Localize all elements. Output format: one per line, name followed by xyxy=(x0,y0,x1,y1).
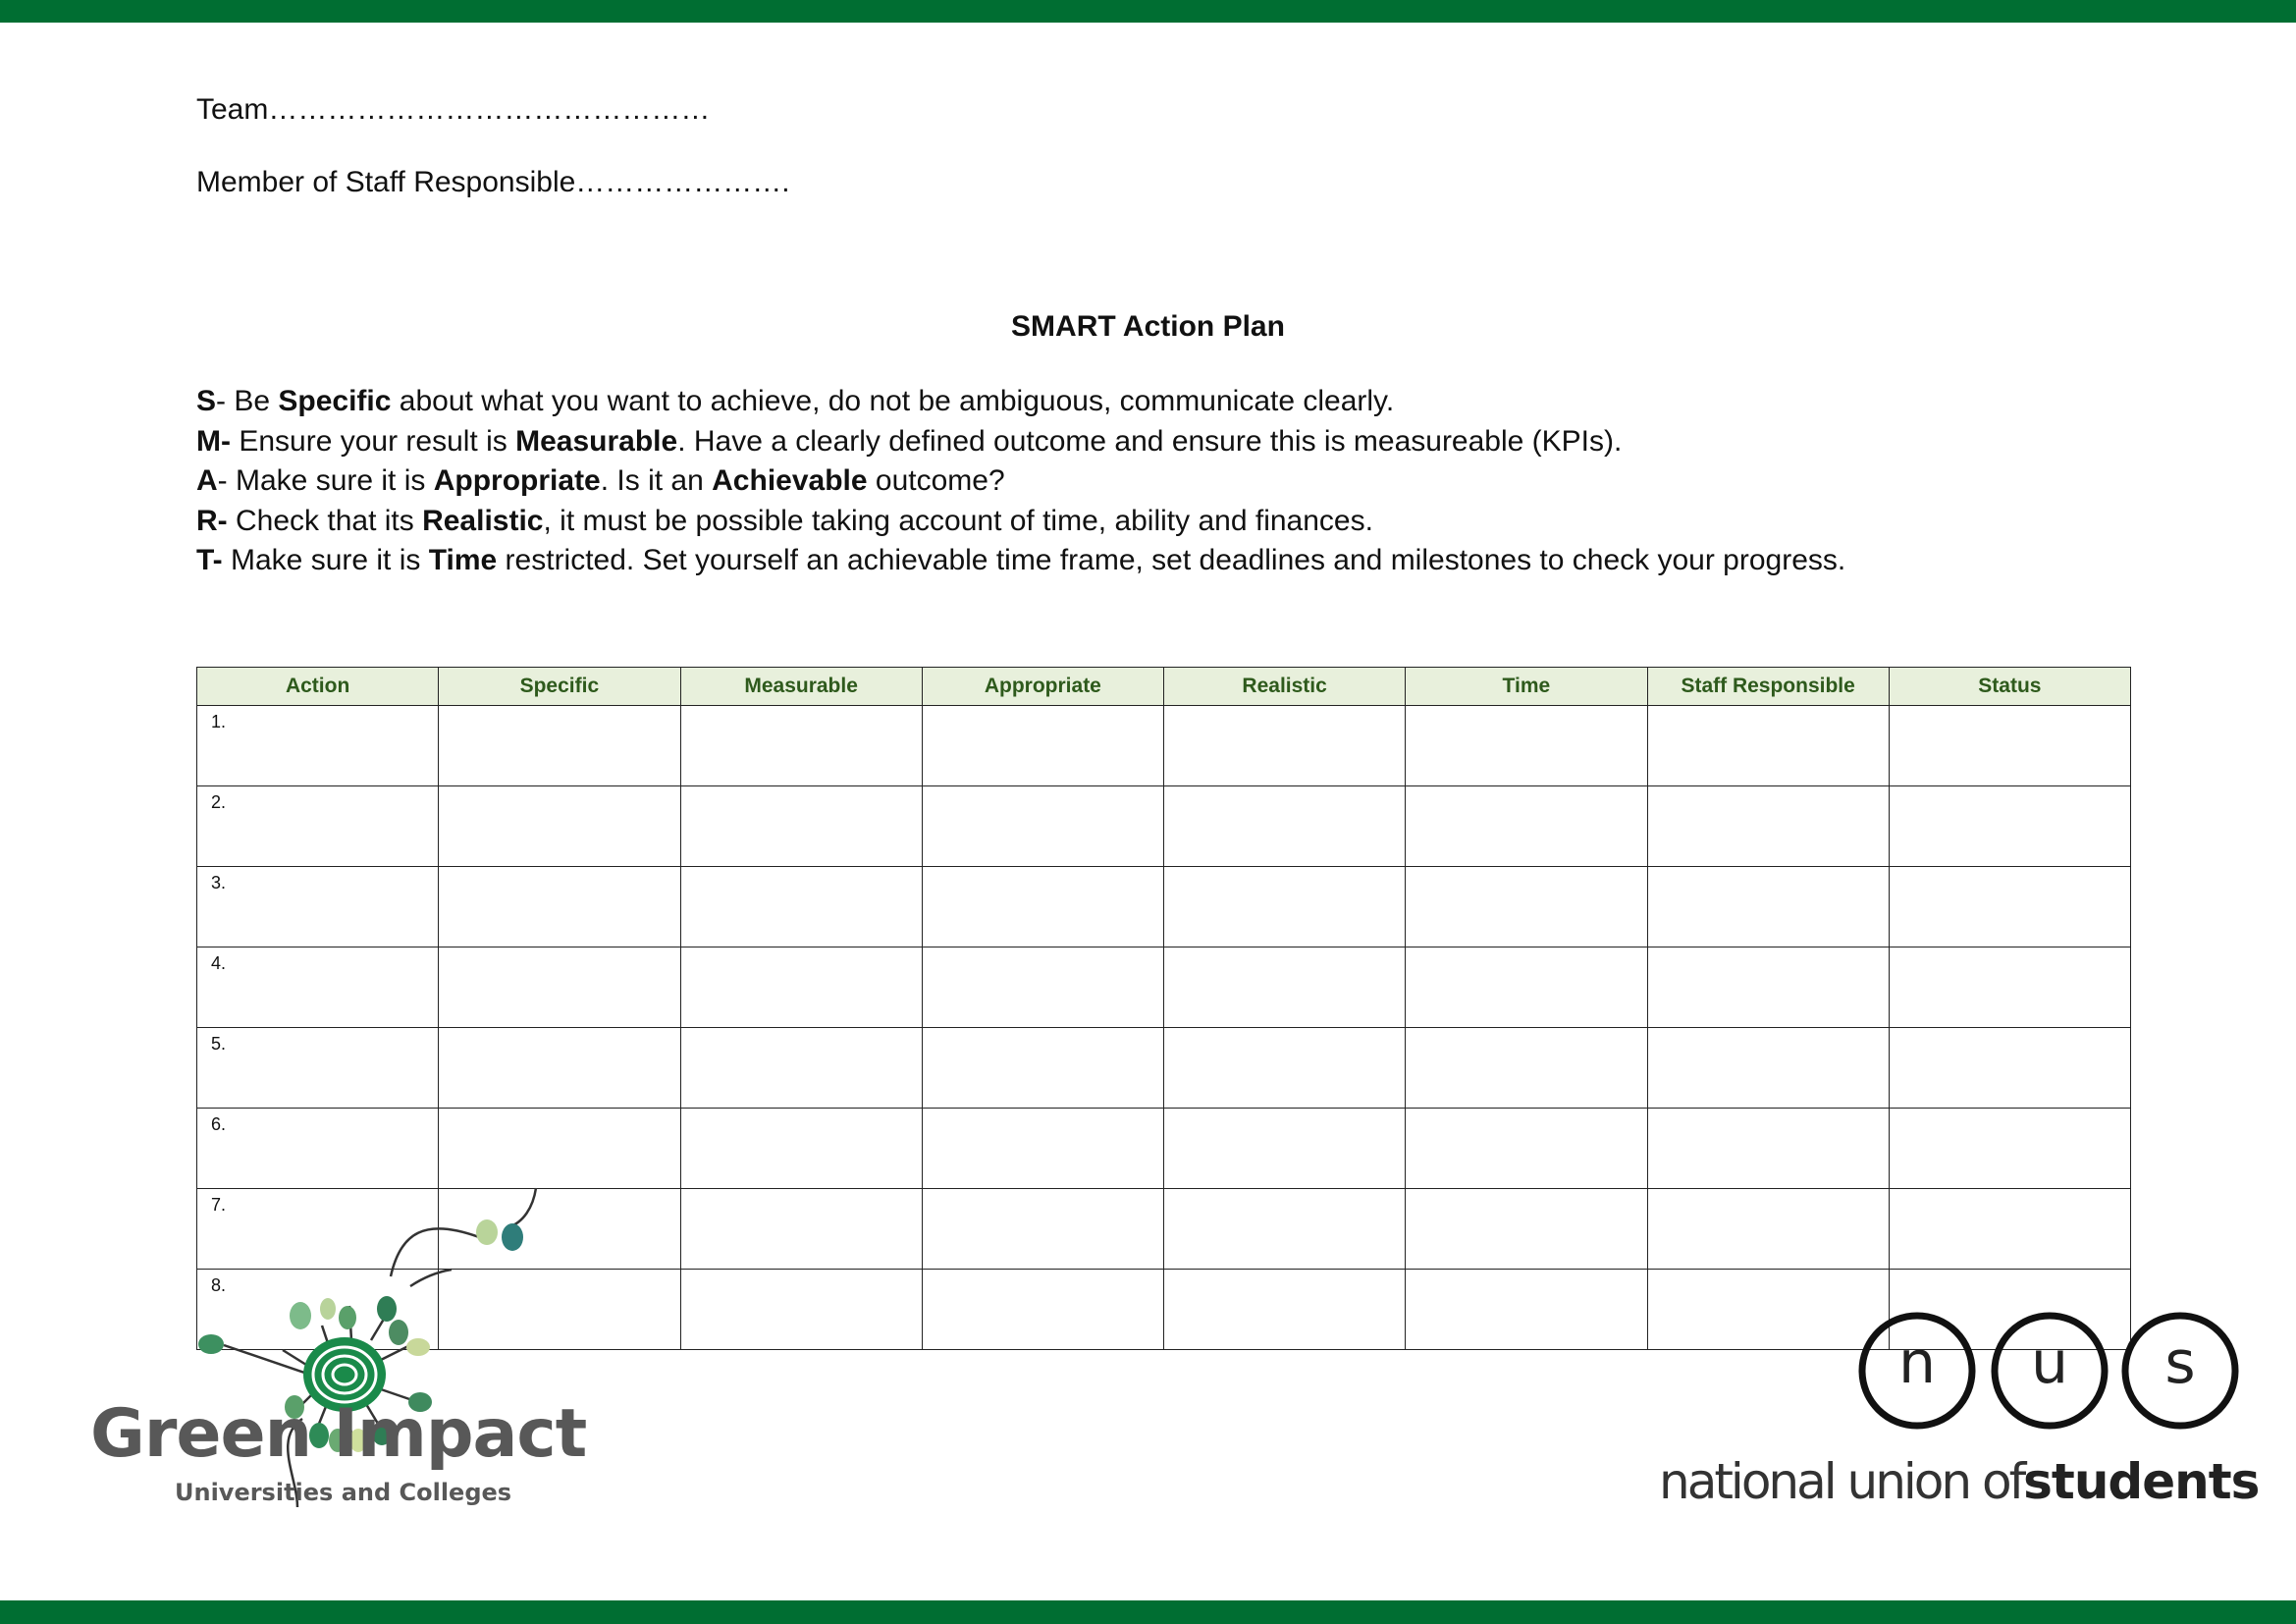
cell-staff-responsible[interactable] xyxy=(1647,867,1889,947)
cell-specific[interactable] xyxy=(439,706,680,786)
header-appropriate: Appropriate xyxy=(922,668,1163,706)
table-row xyxy=(197,1028,2131,1109)
table-row xyxy=(197,947,2131,1028)
header-realistic: Realistic xyxy=(1164,668,1406,706)
cell-realistic[interactable] xyxy=(1164,1109,1406,1189)
cell-time[interactable] xyxy=(1406,706,1647,786)
cell-appropriate[interactable] xyxy=(922,1028,1163,1109)
cell-staff-responsible[interactable] xyxy=(1647,786,1889,867)
cell-action[interactable] xyxy=(197,1028,439,1109)
cell-appropriate[interactable] xyxy=(922,1270,1163,1350)
bottom-brand-bar xyxy=(0,1600,2296,1624)
table-row xyxy=(197,1109,2131,1189)
cell-status[interactable] xyxy=(1889,867,2130,947)
nus-logo-tagline xyxy=(1659,1453,2260,1510)
cell-action[interactable] xyxy=(197,1109,439,1189)
cell-staff-responsible[interactable] xyxy=(1647,706,1889,786)
cell-realistic[interactable] xyxy=(1164,786,1406,867)
nus-tagline-light: national union of xyxy=(1659,1453,2024,1510)
cell-action[interactable] xyxy=(197,947,439,1028)
cell-staff-responsible[interactable] xyxy=(1647,1270,1889,1350)
cell-time[interactable] xyxy=(1406,786,1647,867)
cell-time[interactable] xyxy=(1406,1270,1647,1350)
smart-line-s: S- Be Specific about what you want to achieve, do not be ambiguous, communicate clearly. xyxy=(196,385,1395,417)
smart-definitions xyxy=(196,382,2160,581)
cell-measurable[interactable] xyxy=(680,1189,922,1270)
cell-staff-responsible[interactable] xyxy=(1647,1109,1889,1189)
cell-appropriate[interactable] xyxy=(922,786,1163,867)
cell-action[interactable] xyxy=(197,786,439,867)
staff-responsible-field[interactable]: Member of Staff Responsible…………………. xyxy=(196,166,790,198)
smart-line-t: T- Make sure it is Time restricted. Set yourself an achievable time frame, set deadlines and milestones to check your progress. xyxy=(196,544,1846,576)
cell-specific[interactable] xyxy=(439,1109,680,1189)
row-number: 5. xyxy=(211,1034,227,1054)
table-header-row xyxy=(197,668,2131,706)
table-row xyxy=(197,706,2131,786)
cell-measurable[interactable] xyxy=(680,947,922,1028)
header-time: Time xyxy=(1406,668,1647,706)
smart-line-m: M- Ensure your result is Measurable. Have a clearly defined outcome and ensure this is measureable (KPIs). xyxy=(196,424,1623,458)
row-number: 4. xyxy=(211,953,227,973)
cell-action[interactable] xyxy=(197,706,439,786)
cell-staff-responsible[interactable] xyxy=(1647,1028,1889,1109)
cell-realistic[interactable] xyxy=(1164,947,1406,1028)
cell-time[interactable] xyxy=(1406,1189,1647,1270)
cell-realistic[interactable] xyxy=(1164,706,1406,786)
header-status: Status xyxy=(1889,668,2130,706)
cell-appropriate[interactable] xyxy=(922,947,1163,1028)
cell-status[interactable] xyxy=(1889,786,2130,867)
cell-time[interactable] xyxy=(1406,1028,1647,1109)
cell-measurable[interactable] xyxy=(680,1028,922,1109)
row-number: 7. xyxy=(211,1195,227,1215)
cell-measurable[interactable] xyxy=(680,1270,922,1350)
cell-specific[interactable] xyxy=(439,947,680,1028)
nus-letter-n: n xyxy=(1897,1328,1937,1397)
cell-appropriate[interactable] xyxy=(922,867,1163,947)
table-row xyxy=(197,786,2131,867)
cell-realistic[interactable] xyxy=(1164,1028,1406,1109)
cell-appropriate[interactable] xyxy=(922,1109,1163,1189)
row-number: 3. xyxy=(211,873,227,893)
cell-measurable[interactable] xyxy=(680,867,922,947)
green-impact-logo-subtitle: Universities and Colleges xyxy=(175,1479,512,1506)
cell-time[interactable] xyxy=(1406,867,1647,947)
cell-measurable[interactable] xyxy=(680,706,922,786)
row-number: 2. xyxy=(211,792,227,812)
cell-appropriate[interactable] xyxy=(922,1189,1163,1270)
green-impact-logo-text: Green Impact xyxy=(90,1395,587,1473)
header-measurable: Measurable xyxy=(680,668,922,706)
cell-specific[interactable] xyxy=(439,867,680,947)
nus-tagline-heavy: students xyxy=(2023,1453,2260,1510)
cell-appropriate[interactable] xyxy=(922,706,1163,786)
cell-status[interactable] xyxy=(1889,1109,2130,1189)
table-row xyxy=(197,867,2131,947)
cell-action[interactable] xyxy=(197,867,439,947)
cell-staff-responsible[interactable] xyxy=(1647,1189,1889,1270)
cell-status[interactable] xyxy=(1889,1028,2130,1109)
cell-realistic[interactable] xyxy=(1164,867,1406,947)
row-number: 6. xyxy=(211,1114,227,1134)
nus-letter-s: s xyxy=(2164,1328,2196,1397)
cell-specific[interactable] xyxy=(439,786,680,867)
smart-line-r: R- Check that its Realistic, it must be possible taking account of time, ability and finances. xyxy=(196,504,1373,537)
cell-time[interactable] xyxy=(1406,1109,1647,1189)
row-number: 8. xyxy=(211,1275,227,1295)
cell-status[interactable] xyxy=(1889,706,2130,786)
header-staff-responsible: Staff Responsible xyxy=(1647,668,1889,706)
cell-status[interactable] xyxy=(1889,1189,2130,1270)
smart-line-a: A- Make sure it is Appropriate. Is it an Achievable outcome? xyxy=(196,464,1005,497)
header-specific: Specific xyxy=(439,668,680,706)
row-number: 1. xyxy=(211,712,227,731)
cell-specific[interactable] xyxy=(439,1028,680,1109)
nus-letter-u: u xyxy=(2030,1328,2069,1397)
cell-realistic[interactable] xyxy=(1164,1189,1406,1270)
top-brand-bar xyxy=(0,0,2296,23)
header-action: Action xyxy=(197,668,439,706)
cell-measurable[interactable] xyxy=(680,786,922,867)
cell-measurable[interactable] xyxy=(680,1109,922,1189)
page-title: SMART Action Plan xyxy=(1011,310,1285,343)
cell-time[interactable] xyxy=(1406,947,1647,1028)
team-field[interactable]: Team……………………………………… xyxy=(196,93,711,126)
cell-staff-responsible[interactable] xyxy=(1647,947,1889,1028)
cell-realistic[interactable] xyxy=(1164,1270,1406,1350)
cell-status[interactable] xyxy=(1889,947,2130,1028)
